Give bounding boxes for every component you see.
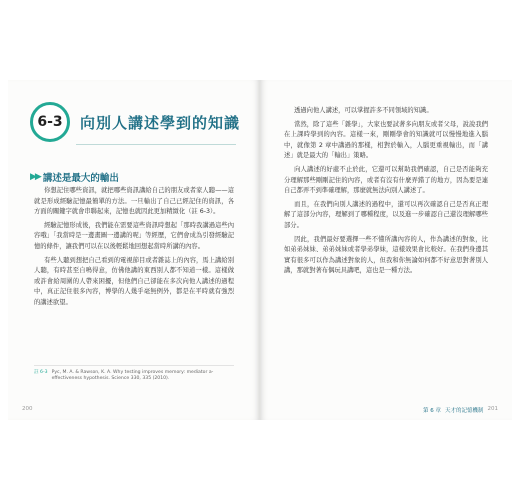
running-footer: [423, 406, 498, 414]
chapter-title: 向別人講述學到的知識: [80, 113, 241, 132]
paragraph: 你想記住哪些資訊，就把哪些資訊講給自己的朋友或者家人聽——這就是形成經驗記憶最簡單的方法。一旦輸出了自己已經記住的資訊，各方面的關鍵字就會串聯起來，記憶也就因此更加精緻化（註 6-3）。: [34, 187, 234, 216]
left-body-text: [34, 186, 234, 312]
paragraph: 因此，我們最好要選擇一些不懂所講內容的人，作為講述的對象，比如弟弟妹妹、弟弟妹妹或者學弟學妹，這樣效果會比較好。在我們身邊其實有很多可以作為講述對象的人，但我和你無論如何都不好意思對著別人講，那就對著布偶玩具講吧，這也是一種方法。: [284, 235, 488, 275]
section-heading: [30, 170, 119, 184]
left-page: [8, 80, 260, 420]
footnote-text: Pyc, M. A. & Rawson, K. A. Why testing improves memory: mediator a-effectiveness hypothesis. Science 330, 335 (2010).: [51, 370, 214, 381]
page-number-left: 200: [22, 406, 33, 412]
book-spread: [8, 80, 512, 420]
paragraph: 而且，在我們向別人講述的過程中，還可以再次確認自己是否真正理解了這部分內容，理解到了哪種程度，以及進一步確認自己還沒理解哪些部分。: [284, 200, 488, 229]
chapter-number-badge: 6-3: [30, 102, 70, 142]
double-arrow-icon: ▶▶: [30, 172, 40, 182]
paragraph: 有些人聽到想把自己看到的電視節目或者雜誌上的內容，馬上講給別人聽，有時甚至自鳴得意，仿佛他講的東西別人都不知道一樣。這樣做或許會給周圍的人帶來困擾，但他們自己卻能在多次向他人講述的過程中，真正記住很多內容，博學的人幾乎毫無例外，都是在平時就有強烈的講述欲望。: [34, 256, 234, 306]
chapter-label: 第 6 章: [422, 408, 441, 414]
paragraph: 當然，除了這些「雜學」，大家也要試著多向朋友或者父母，說說我們在上課時學到的內容。這樣一來，剛剛學會的知識就可以慢慢地進入腦中，就像第 2 章中講過的那樣，相對於輸入，人腦更重視輸出，而「講述」就是最大的「輸出」策略。: [284, 120, 488, 160]
chapter-name: 天才的記憶機制: [444, 408, 484, 414]
footnote: [34, 370, 234, 382]
right-page: [260, 80, 512, 420]
footnote-mark: 註 6-3: [34, 370, 48, 375]
paragraph: 經驗記憶形成後，我們能在需要這些資訊時想起「那時我講過這些內容哦」「我當時是一邊畫圖一邊講的呢」等經歷，它們會成為引發經驗記憶的條件，讓我們可以在以後輕鬆地回想起當時所講的內容。: [34, 221, 234, 250]
page-number-right: 201: [487, 406, 498, 412]
right-body-text: [284, 106, 488, 280]
paragraph: 向人講述的好處不止於此，它還可以幫助我們確認，自己是否能夠充分理解那些剛剛記住的內容，或者有沒有什麼弄錯了的地方，因為要是連自己都弄不到準確理解，那麼就無法向別人講述了。: [284, 165, 488, 195]
paragraph: 透過向他人講述，可以掌握許多不同領域的知識。: [294, 107, 433, 114]
footnote-divider: [34, 365, 234, 366]
heading-divider: [76, 144, 236, 145]
chapter-heading: [30, 102, 240, 142]
section-title: 講述是最大的輸出: [42, 173, 119, 184]
